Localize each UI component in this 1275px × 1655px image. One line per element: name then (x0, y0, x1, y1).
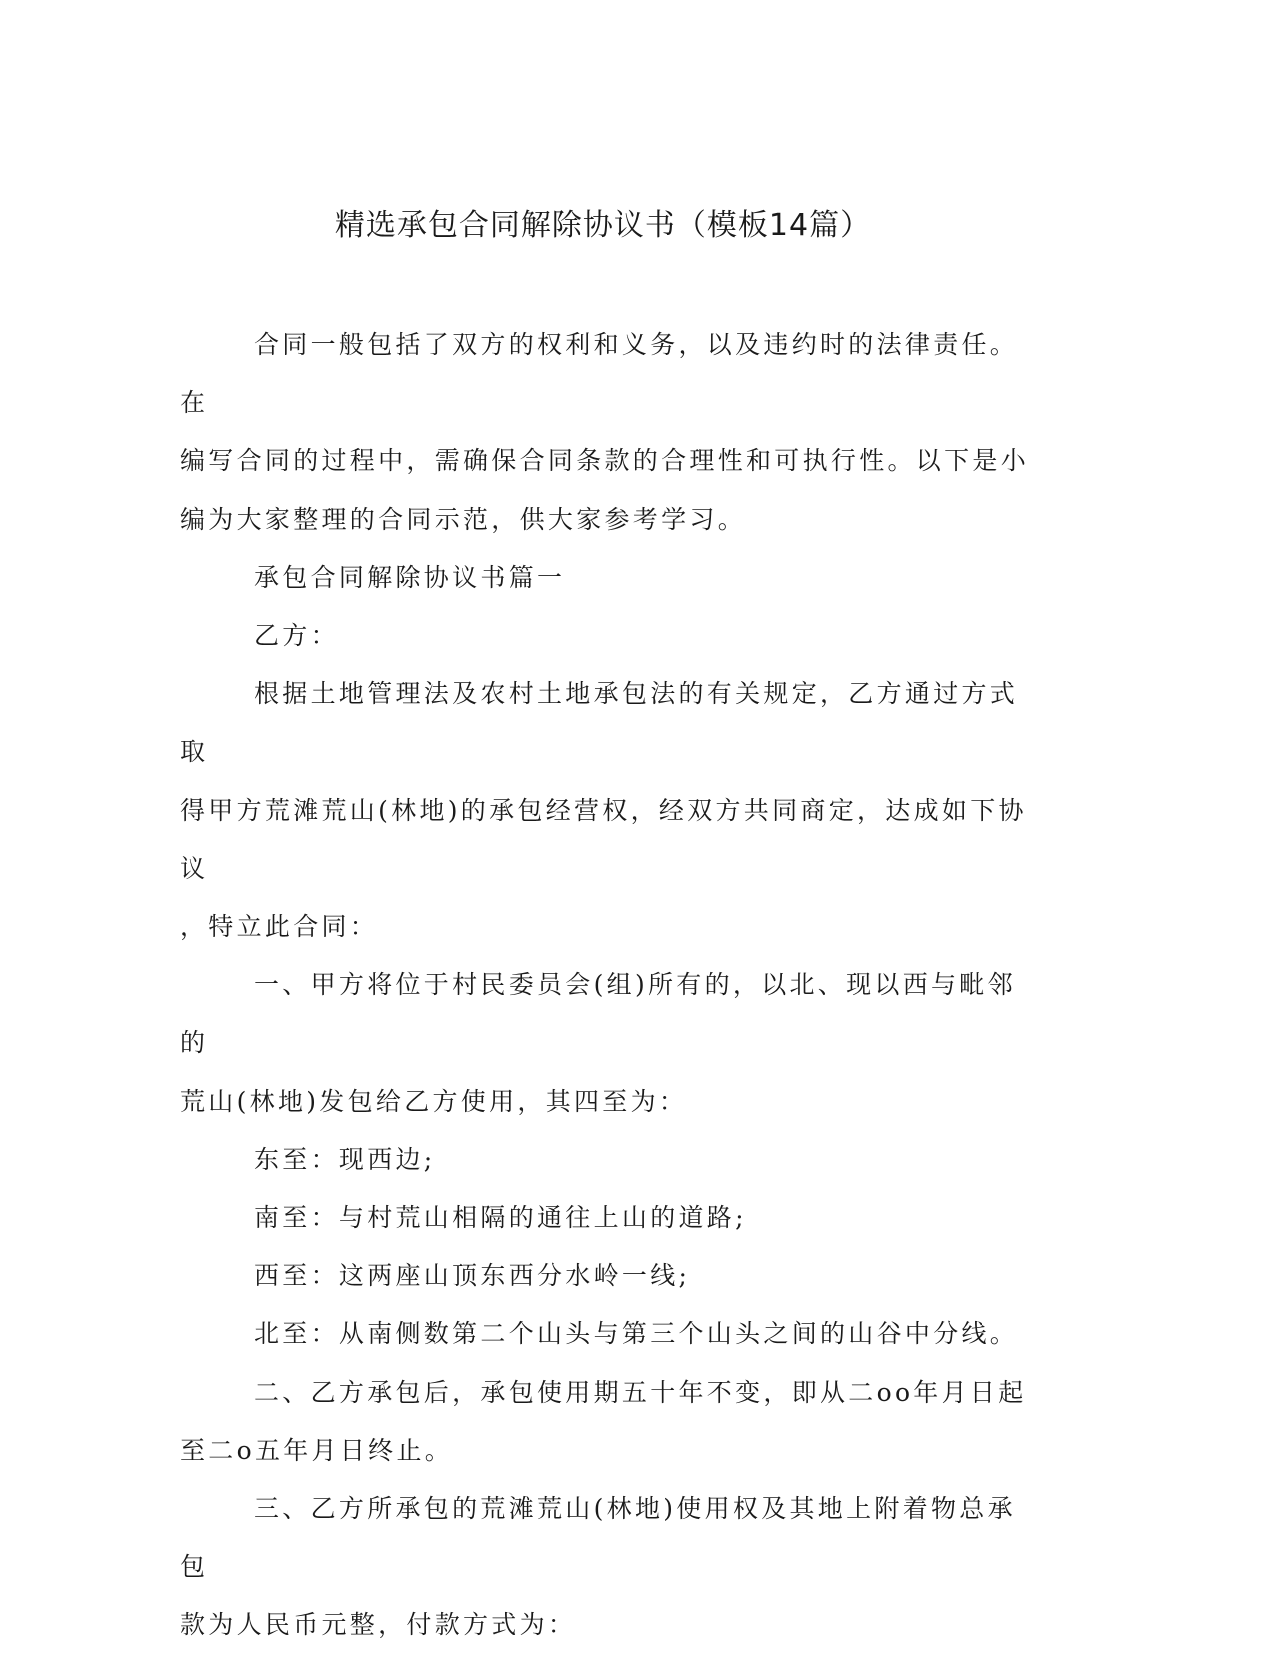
text-line: 至二o五年月日终止。 (180, 1435, 454, 1465)
text-line: ，特立此合同： (180, 912, 379, 942)
text-line: 编写合同的过程中，需确保合同条款的合理性和可执行性。以下是小 (180, 446, 1030, 476)
text-line: 东至：现西边; (254, 1144, 436, 1174)
text-line: 承包合同解除协议书篇一 (254, 562, 566, 592)
document-title: 精选承包合同解除协议书（模板14篇） (334, 208, 872, 243)
text-line: 款为人民币元整，付款方式为： (180, 1610, 577, 1640)
text-line: 北至：从南侧数第二个山头与第三个山头之间的山谷中分线。 (254, 1319, 1019, 1349)
text-line: 二、乙方承包后，承包使用期五十年不变，即从二oo年月日起 (254, 1377, 1027, 1407)
text-line: 合同一般包括了双方的权利和义务，以及违约时的法律责任。在 (180, 330, 1019, 418)
text-line: 三、乙方所承包的荒滩荒山(林地)使用权及其地上附着物总承包 (180, 1494, 1016, 1582)
document-body (180, 316, 1030, 1655)
text-line: 得甲方荒滩荒山(林地)的承包经营权，经双方共同商定，达成如下协议 (180, 795, 1027, 883)
text-line: 根据土地管理法及农村土地承包法的有关规定，乙方通过方式取 (180, 679, 1019, 767)
text-line: 荒山(林地)发包给乙方使用，其四至为： (180, 1086, 688, 1116)
text-line: 西至：这两座山顶东西分水岭一线; (254, 1261, 691, 1291)
text-line: 南至：与村荒山相隔的通往上山的道路; (254, 1203, 747, 1233)
text-line: 一、甲方将位于村民委员会(组)所有的，以北、现以西与毗邻的 (180, 970, 1016, 1058)
text-line: 乙方： (254, 621, 339, 651)
text-line: 编为大家整理的合同示范，供大家参考学习。 (180, 504, 747, 534)
